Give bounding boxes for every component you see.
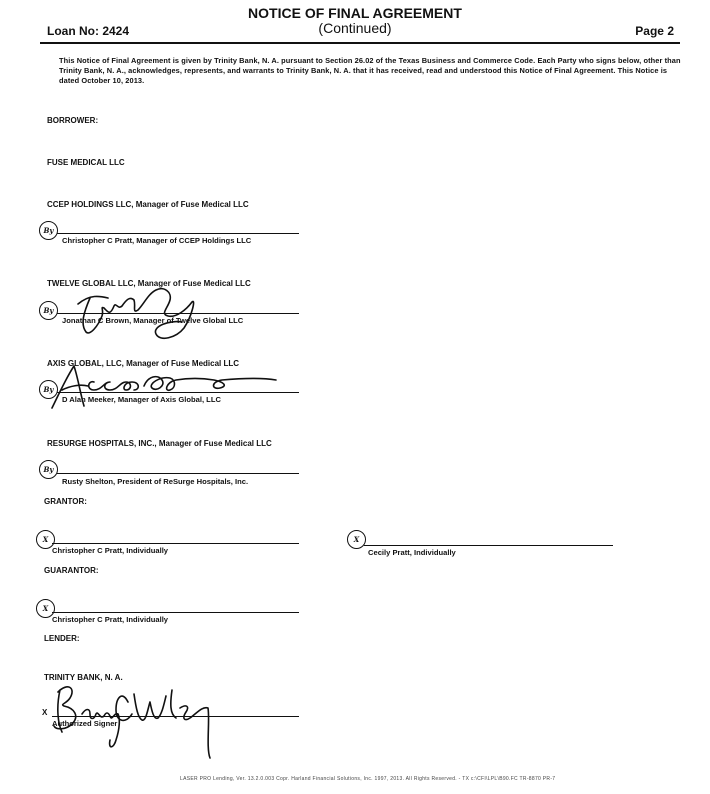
handwritten-signature-brown bbox=[60, 276, 220, 346]
page-number: Page 2 bbox=[635, 24, 674, 38]
signature-line bbox=[57, 473, 299, 474]
borrower-company: FUSE MEDICAL LLC bbox=[47, 158, 125, 167]
lender-heading: LENDER: bbox=[44, 634, 80, 643]
software-footer: LASER PRO Lending, Ver. 13.2.0.003 Copr. Harland Financial Solutions, Inc. 1997, 2013. All Rights Reserved. - TX c:\CFI\LPL\B90.FC TR-8870 PR-7 bbox=[180, 776, 556, 782]
guarantor-heading: GUARANTOR: bbox=[44, 566, 99, 575]
manager-entity-twelve-global: TWELVE GLOBAL LLC, Manager of Fuse Medical LLC bbox=[47, 279, 251, 288]
by-mark: By bbox=[39, 380, 58, 399]
x-mark: X bbox=[347, 530, 366, 549]
signer-name-ccep: Christopher C Pratt, Manager of CCEP Holdings LLC bbox=[62, 236, 252, 245]
x-mark: X bbox=[36, 530, 55, 549]
signer-name-grantor-1: Christopher C Pratt, Individually bbox=[52, 546, 169, 555]
x-mark: X bbox=[42, 708, 48, 717]
loan-number: Loan No: 2424 bbox=[47, 24, 130, 38]
signer-name-grantor-2: Cecily Pratt, Individually bbox=[368, 548, 456, 557]
signer-name-resurge: Rusty Shelton, President of ReSurge Hospitals, Inc. bbox=[62, 477, 249, 486]
signer-name-twelve-global: Jonathan C Brown, Manager of Twelve Global LLC bbox=[62, 316, 244, 325]
manager-entity-axis-global: AXIS GLOBAL, LLC, Manager of Fuse Medical LLC bbox=[47, 359, 240, 368]
manager-entity-ccep: CCEP HOLDINGS LLC, Manager of Fuse Medical LLC bbox=[47, 200, 249, 209]
signature-line bbox=[52, 543, 299, 544]
signer-name-guarantor: Christopher C Pratt, Individually bbox=[52, 615, 169, 624]
intro-paragraph: This Notice of Final Agreement is given by Trinity Bank, N. A. pursuant to Section 26.02 of the Texas Business and Commerce Code. Each Party who signs below, other than Trinity Bank, N. A., acknowledges, represents, and warrants to Trinity Bank, N. A. that it has received, read and understood this Notice of Final Agreement. This Notice is dated October 10, 2013. bbox=[59, 56, 681, 85]
document-title-line2: (Continued) bbox=[318, 20, 392, 36]
document-title bbox=[0, 6, 710, 36]
signature-line bbox=[57, 233, 299, 234]
signature-line bbox=[364, 545, 613, 546]
by-mark: By bbox=[39, 460, 58, 479]
by-mark: By bbox=[39, 301, 58, 320]
x-mark: X bbox=[36, 599, 55, 618]
signature-line bbox=[52, 612, 299, 613]
header-divider bbox=[40, 42, 680, 44]
signer-name-axis-global: D Alan Meeker, Manager of Axis Global, LLC bbox=[62, 395, 221, 404]
handwritten-signature-meeker bbox=[44, 356, 284, 412]
manager-entity-resurge: RESURGE HOSPITALS, INC., Manager of Fuse Medical LLC bbox=[47, 439, 272, 448]
document-title-line1: NOTICE OF FINAL AGREEMENT bbox=[248, 5, 462, 21]
lender-name: TRINITY BANK, N. A. bbox=[44, 673, 123, 682]
borrower-heading: BORROWER: bbox=[47, 116, 99, 125]
grantor-heading: GRANTOR: bbox=[44, 497, 87, 506]
handwritten-signature-lender bbox=[46, 668, 226, 764]
by-mark: By bbox=[39, 221, 58, 240]
signer-name-lender: Authorized Signer bbox=[52, 719, 118, 728]
